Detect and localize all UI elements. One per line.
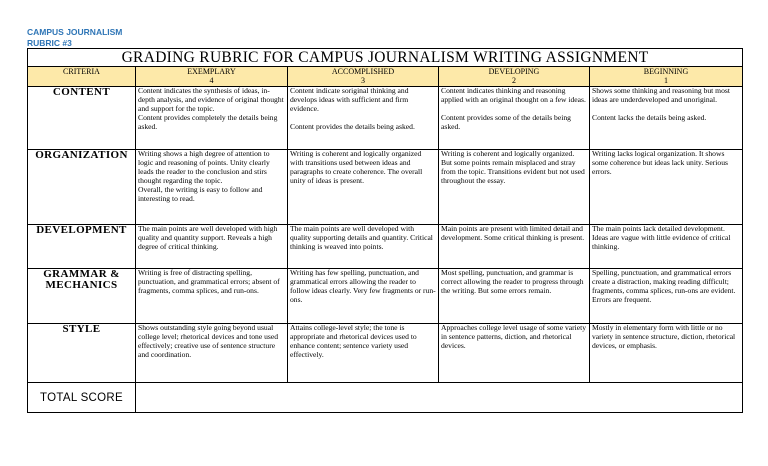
cell-grammar-accomplished (288, 269, 439, 324)
table-row-organization (28, 150, 743, 225)
column-score: 1 (664, 76, 669, 85)
title-row (28, 49, 743, 67)
descriptor-text: The main points lack detailed development. Ideas are vague with little evidence of critical thinking. (592, 224, 731, 251)
descriptor-text: Writing is free of distracting spelling, punctuation, and grammatical errors; absent of fragments, comma splices, and run-ons. (138, 268, 280, 295)
descriptor-text: Content lacks the details being asked. (592, 112, 707, 122)
column-header-row (28, 67, 743, 87)
rubric-number: RUBRIC #3 (27, 38, 72, 48)
table-row-style (28, 324, 743, 383)
descriptor-text: Writing is coherent and logically organized. But some points remain misplaced and stray from the topic. Transitions evident but not used throughout the essay. (441, 149, 585, 185)
column-score: 3 (361, 76, 365, 85)
cell-style-exemplary (136, 324, 288, 383)
descriptor-text: Writing is coherent and logically organized with transitions used between ideas and paragraphs to create coherence. The overall unity of ideas is present. (290, 149, 423, 185)
column-name: EXEMPLARY (187, 67, 236, 76)
cell-development-developing (439, 225, 590, 269)
cell-development-exemplary (136, 225, 288, 269)
cell-grammar-beginning (590, 269, 743, 324)
descriptor-text: Attains college-level style; the tone is appropriate and rhetorical devices used to enhance content; sentence variety used effectively. (290, 323, 417, 359)
descriptor-text: Overall, the writing is easy to follow and interesting to read. (138, 184, 263, 203)
descriptor-text: Content indicates thinking and reasoning applied with an original thought on a few ideas. (441, 86, 586, 104)
descriptor-text: Main points are present with limited detail and development. Some critical thinking is present. (441, 224, 585, 242)
descriptor-text: Content indicate soriginal thinking and develops ideas with sufficient and firm evidence. (290, 86, 409, 113)
cell-content-accomplished (288, 87, 439, 150)
table-row-development (28, 225, 743, 269)
cell-organization-accomplished (288, 150, 439, 225)
column-header-beginning (590, 67, 743, 87)
descriptor-text: Content provides some of the details being asked. (441, 112, 571, 131)
descriptor-text: Approaches college level usage of some variety in sentence patterns, diction, and rhetorical devices. (441, 323, 587, 350)
cell-development-beginning (590, 225, 743, 269)
total-score-row (28, 383, 743, 413)
descriptor-text: Writing shows a high degree of attention to logic and reasoning of points. Unity clearly leads the reader to the conclusion and stirs thought regarding the topic. (138, 149, 270, 185)
total-score-value (136, 383, 743, 413)
descriptor-text: Spelling, punctuation, and grammatical errors create a distraction, making reading difficult; fragments, comma splices, run-ons are evident. Errors are frequent. (592, 268, 736, 304)
column-score: 4 (209, 76, 214, 85)
column-header-developing (439, 67, 590, 87)
descriptor-text: Most spelling, punctuation, and grammar is correct allowing the reader to progress through the writing. But some errors remain. (441, 268, 584, 295)
column-name: CRITERIA (63, 67, 100, 76)
descriptor-text: Mostly in elementary form with little or no variety in sentence structure, diction, rhetorical devices, or emphasis. (592, 323, 736, 350)
descriptor-text: Content indicates the synthesis of ideas, in-depth analysis, and evidence of original thought and support for the topic. (138, 86, 284, 113)
descriptor-text: Content provides the details being asked. (290, 121, 415, 131)
cell-content-beginning (590, 87, 743, 150)
criteria-grammar-mechanics: GRAMMAR & MECHANICS (28, 269, 136, 324)
column-header-exemplary (136, 67, 288, 87)
table-row-grammar (28, 269, 743, 324)
column-header-criteria (28, 67, 136, 87)
descriptor-text: Writing lacks logical organization. It shows some coherence but ideas lack unity. Serious errors. (592, 149, 728, 176)
cell-organization-beginning (590, 150, 743, 225)
column-name: BEGINNING (643, 67, 689, 76)
cell-style-accomplished (288, 324, 439, 383)
column-name: DEVELOPING (488, 67, 540, 76)
cell-grammar-exemplary (136, 269, 288, 324)
criteria-development: DEVELOPMENT (28, 225, 136, 269)
descriptor-text: Writing has few spelling, punctuation, and grammatical errors allowing the reader to follow ideas clearly. Very few fragments or run-ons. (290, 268, 436, 304)
cell-style-developing (439, 324, 590, 383)
rubric-table (27, 48, 743, 413)
column-name: ACCOMPLISHED (331, 67, 395, 76)
descriptor-text: Shows some thinking and reasoning but most ideas are underdeveloped and unoriginal. (592, 86, 730, 104)
document-label: CAMPUS JOURNALISM (27, 27, 123, 37)
descriptor-text: Shows outstanding style going beyond usual college level; rhetorical devices and tone used effectively; creative use of sentence structure and coordination. (138, 323, 279, 359)
cell-organization-exemplary (136, 150, 288, 225)
column-header-accomplished (288, 67, 439, 87)
cell-content-exemplary (136, 87, 288, 150)
rubric-title: GRADING RUBRIC FOR CAMPUS JOURNALISM WRITING ASSIGNMENT (28, 49, 743, 67)
cell-content-developing (439, 87, 590, 150)
cell-organization-developing (439, 150, 590, 225)
descriptor-text: The main points are well developed with high quality and quantity support. Reveals a high degree of critical thinking. (138, 224, 278, 251)
table-row-content (28, 87, 743, 150)
descriptor-text: The main points are well developed with quality supporting details and quantity. Critical thinking is weaved into points. (290, 224, 433, 251)
column-score: 2 (512, 76, 516, 85)
cell-development-accomplished (288, 225, 439, 269)
criteria-style: STYLE (28, 324, 136, 383)
cell-style-beginning (590, 324, 743, 383)
criteria-organization: ORGANIZATION (28, 150, 136, 225)
descriptor-text: Content provides completely the details being asked. (138, 112, 278, 131)
criteria-content: CONTENT (28, 87, 136, 150)
total-score-label: TOTAL SCORE (28, 383, 136, 413)
cell-grammar-developing (439, 269, 590, 324)
